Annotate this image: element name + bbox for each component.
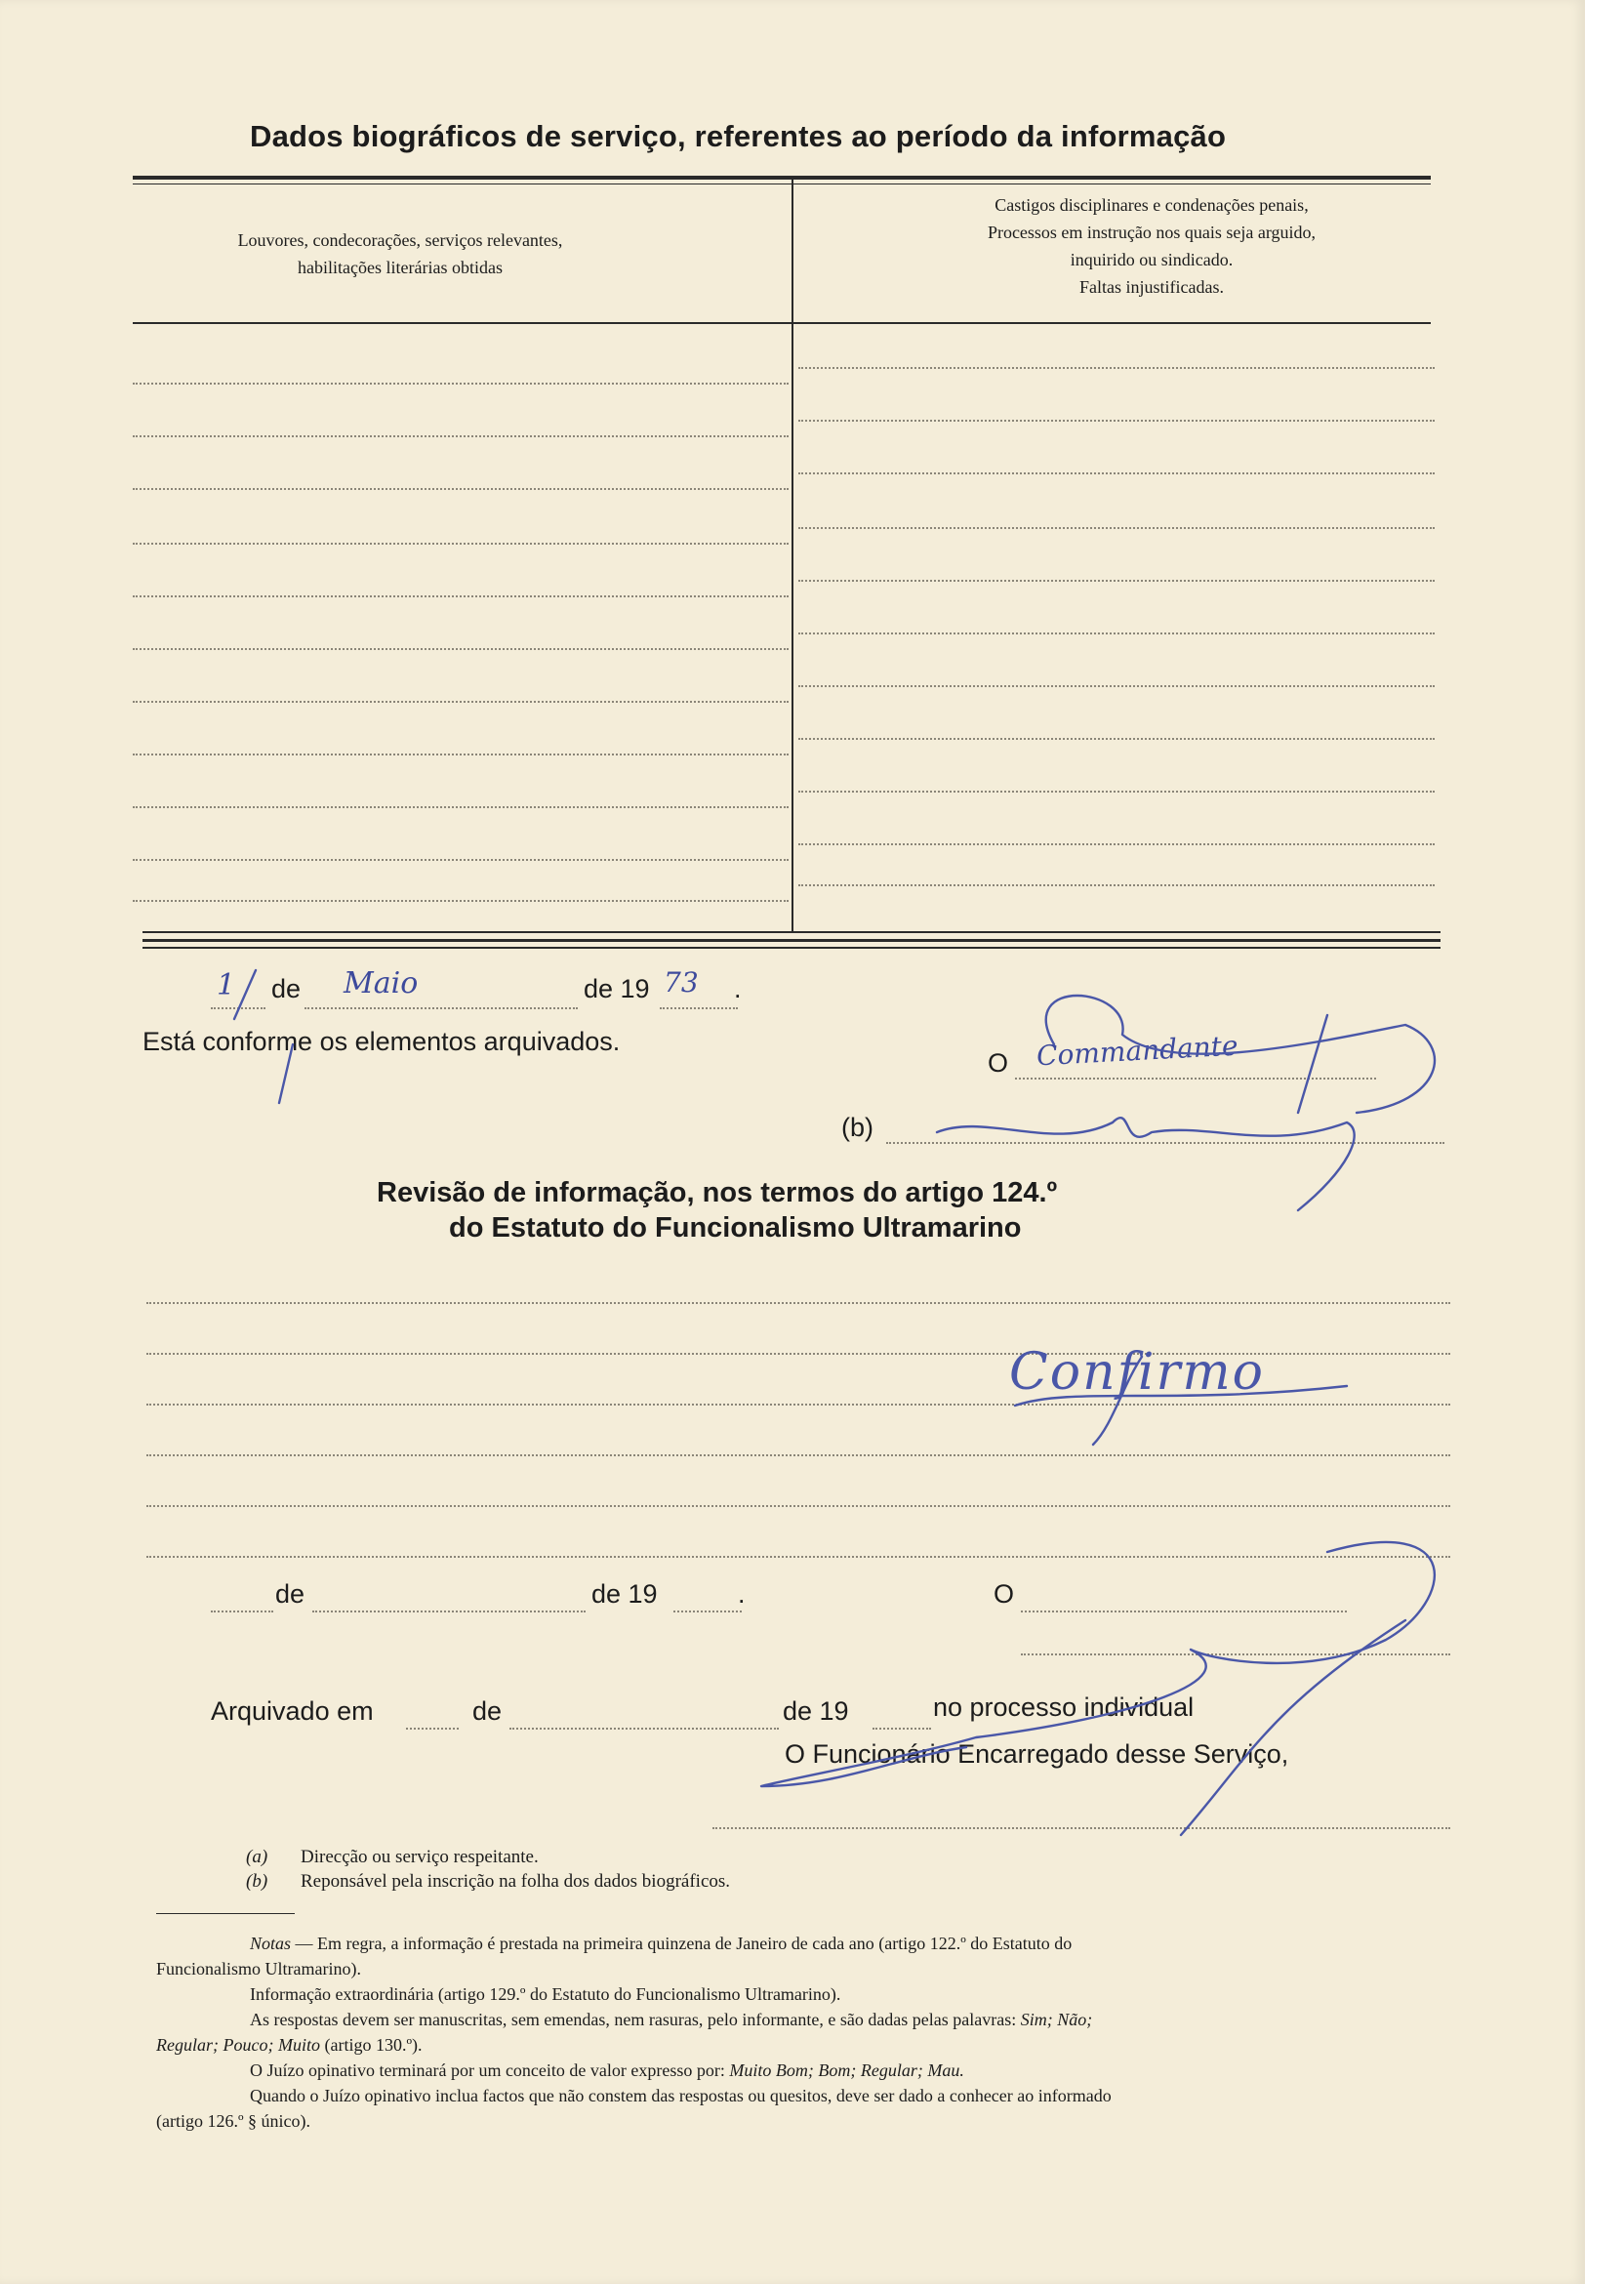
- o-signature-tail: [1298, 1015, 1327, 1113]
- archive-signature-tail: [1181, 1620, 1405, 1835]
- conformity-slash-stroke: [279, 1044, 293, 1103]
- notes-line: Funcionalismo Ultramarino).: [156, 1959, 361, 1978]
- footnote-text: Reponsável pela inscrição na folha dos dados biográficos.: [301, 1871, 731, 1892]
- notes-label: Notas: [250, 1934, 292, 1953]
- year-handwritten: 73: [664, 966, 699, 999]
- archive-signature-stroke: [761, 1542, 1435, 1786]
- de-19-label: de 19: [584, 974, 650, 1003]
- notes-line-text: O Juízo opinativo terminará por um conceito de valor expresso por:: [250, 2060, 725, 2080]
- notes-line-italic: Muito Bom; Bom; Regular; Mau.: [729, 2060, 964, 2080]
- revision-de-label: de: [275, 1579, 305, 1609]
- archive-de-label: de: [472, 1696, 503, 1726]
- processo-label: no processo individual: [933, 1693, 1195, 1722]
- right-heading-line: Faltas injustificadas.: [1079, 277, 1224, 297]
- b-label: (b): [841, 1113, 873, 1142]
- day-handwritten: 1: [217, 968, 236, 1002]
- notes-line: (artigo 126.º § único).: [156, 2111, 311, 2131]
- footnote-text: Direcção ou serviço respeitante.: [301, 1847, 539, 1867]
- left-heading-line: habilitações literárias obtidas: [298, 258, 503, 277]
- footnote-mark: (a): [246, 1847, 268, 1867]
- revision-handwritten: Confirmo: [1009, 1343, 1265, 1402]
- notes-line-text: As respostas devem ser manuscritas, sem emendas, nem rasuras, pelo informante, e são dadas pelas palavras:: [250, 2010, 1017, 2029]
- revision-heading-line1: Revisão de informação, nos termos do artigo 124.º: [377, 1177, 1058, 1208]
- notes-line: Quando o Juízo opinativo inclua factos que não constem das respostas ou quesitos, deve ser dado a conhecer ao informado: [250, 2086, 1112, 2105]
- funcionario-label: O Funcionário Encarregado desse Serviço,: [785, 1739, 1289, 1769]
- right-heading-line: Processos em instrução nos quais seja arguido,: [987, 223, 1317, 242]
- confirmo-descender: [1093, 1357, 1142, 1445]
- footnote-mark: (b): [246, 1871, 268, 1892]
- right-heading-line: inquirido ou sindicado.: [1070, 250, 1234, 269]
- revision-de-19-label: de 19: [591, 1579, 658, 1609]
- right-heading-line: Castigos disciplinares e condenações penais,: [995, 195, 1309, 215]
- confirmo-underline: [1015, 1386, 1347, 1406]
- notes-line-text: — Em regra, a informação é prestada na primeira quinzena de Janeiro de cada ano (artigo 122.º do Estatuto do: [295, 1934, 1073, 1953]
- revision-date-period: .: [738, 1579, 746, 1609]
- o-label: O: [988, 1048, 1009, 1078]
- notes-line-italic: Regular; Pouco; Muito: [156, 2035, 320, 2055]
- month-handwritten: Maio: [344, 966, 419, 1000]
- revision-heading-line2: do Estatuto do Funcionalismo Ultramarino: [449, 1212, 1022, 1244]
- page-edge-strip: [1585, 0, 1624, 2284]
- archive-de-19-label: de 19: [783, 1696, 849, 1726]
- b-signature-stroke: [937, 1118, 1355, 1210]
- arquivado-em-label: Arquivado em: [211, 1696, 374, 1726]
- revision-o-label: O: [994, 1579, 1015, 1609]
- section-heading: Dados biográficos de serviço, referentes ao período da informação: [250, 119, 1227, 153]
- date-period: .: [734, 974, 742, 1003]
- de-label: de: [271, 974, 302, 1003]
- notes-line: Informação extraordinária (artigo 129.º do Estatuto do Funcionalismo Ultramarino).: [250, 1984, 841, 2004]
- notes-line-italic: Sim; Não;: [1020, 2010, 1093, 2029]
- o-signature-loop: [1046, 996, 1435, 1113]
- o-signature-handwritten: Commandante: [1035, 1029, 1239, 1073]
- notes-line-text: (artigo 130.º).: [324, 2035, 423, 2055]
- left-heading-line: Louvores, condecorações, serviços relevantes,: [237, 230, 563, 250]
- day-slash-stroke: [234, 970, 256, 1019]
- conformity-statement: Está conforme os elementos arquivados.: [142, 1027, 621, 1056]
